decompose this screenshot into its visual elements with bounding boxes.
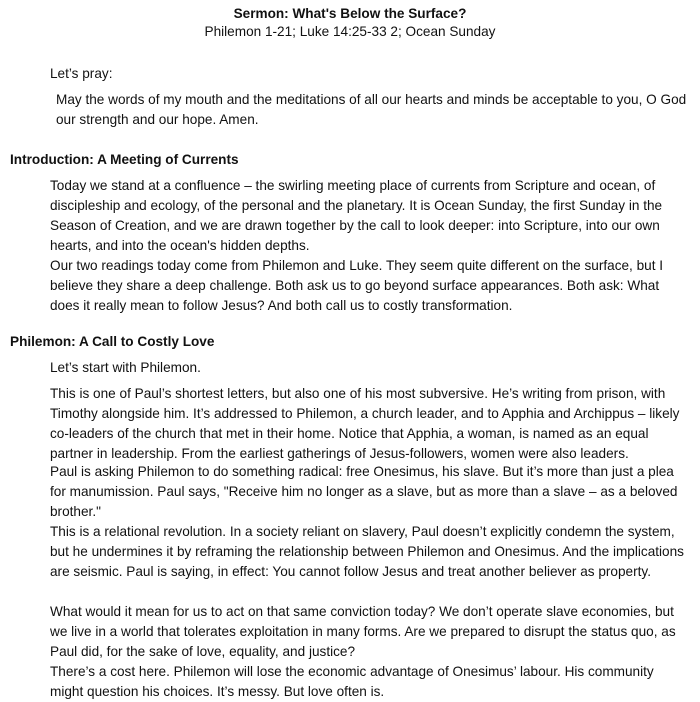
intro-paragraph-1: Today we stand at a confluence – the swirling meeting place of currents from Scripture and ocean, of discipleship and ecology, of the personal and the planetary. It is Ocean Sunday, the first Sunday in the Season of Creation, and we are drawn together by the call to look deeper: into Scripture, into our own hearts, and into the ocean's hidden depths. (50, 178, 663, 253)
section-heading-philemon: Philemon: A Call to Costly Love (10, 334, 215, 349)
sermon-title: Sermon: What's Below the Surface? (233, 6, 467, 21)
sermon-scripture-references: Philemon 1-21; Luke 14:25-33 2; Ocean Sunday (204, 24, 496, 39)
philemon-paragraph-6: There’s a cost here. Philemon will lose the economic advantage of Onesimus’ labour. His community might question his choices. It’s messy. But love often is. (50, 664, 654, 699)
philemon-paragraph-2: This is one of Paul’s shortest letters, but also one of his most subversive. He’s writing from prison, with Timothy alongside him. It’s addressed to Philemon, a church leader, and to Apphia and Archippus – likely co-leaders of the church that met in their home. Notice that Apphia, a woman, is named as an equal partner in leadership. From the earliest gatherings of Jesus-followers, women were also leaders. (50, 386, 680, 461)
opening-prayer: May the words of my mouth and the meditations of all our hearts and minds be acceptable to you, O God our strength and our hope. Amen. (56, 92, 687, 127)
philemon-paragraph-5: What would it mean for us to act on that same conviction today? We don’t operate slave economies, but we live in a world that tolerates exploitation in many forms. Are we prepared to disrupt the status quo, as Paul did, for the sake of love, equality, and justice? (50, 604, 676, 659)
philemon-paragraph-1: Let’s start with Philemon. (50, 360, 201, 375)
opening-line: Let’s pray: (50, 66, 113, 81)
intro-paragraph-2: Our two readings today come from Philemon and Luke. They seem quite different on the surface, but I believe they share a deep challenge. Both ask us to go beyond surface appearances. Both ask: What does it really mean to follow Jesus? And both call us to costly transformation. (50, 258, 664, 313)
philemon-paragraph-3: Paul is asking Philemon to do something radical: free Onesimus, his slave. But it’s more than just a plea for manumission. Paul says, "Receive him no longer as a slave, but as more than a slave – as a beloved brother." (50, 464, 678, 519)
philemon-paragraph-4: This is a relational revolution. In a society reliant on slavery, Paul doesn’t explicitly condemn the system, but he undermines it by reframing the relationship between Philemon and Onesimus. And the implications are seismic. Paul is saying, in effect: You cannot follow Jesus and treat another believer as property. (50, 524, 684, 579)
section-heading-introduction: Introduction: A Meeting of Currents (10, 152, 239, 167)
